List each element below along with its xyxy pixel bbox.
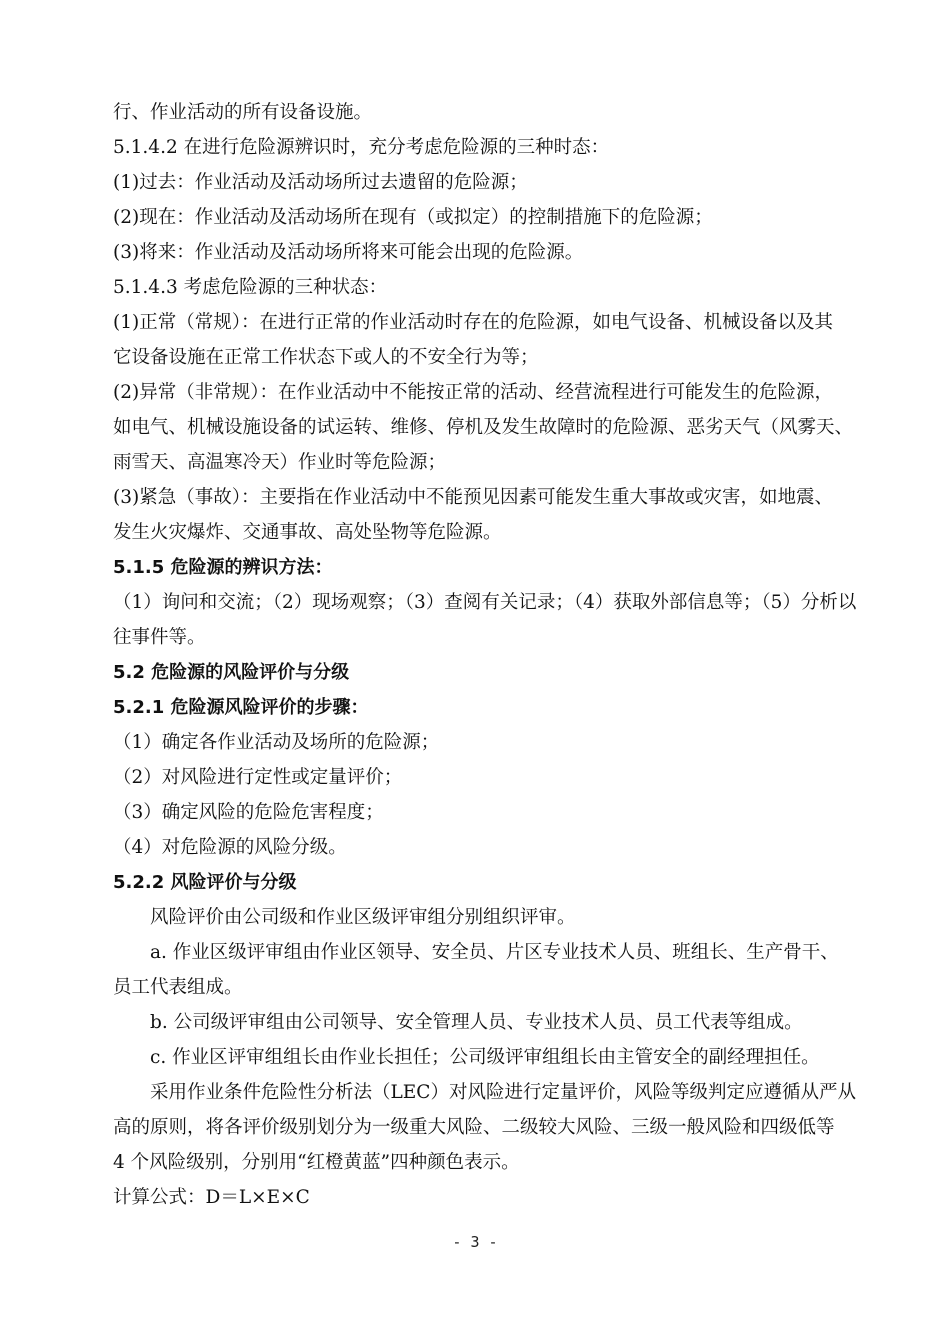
heading-5-2-2: 5.2.2 风险评价与分级 — [113, 872, 297, 893]
text-line: (3)将来：作业活动及活动场所将来可能会出现的危险源。 — [113, 242, 584, 263]
text-line: 行、作业活动的所有设备设施。 — [113, 102, 373, 123]
text-line: (2)异常（非常规）：在作业活动中不能按正常的活动、经营流程进行可能发生的危险源， — [113, 382, 833, 403]
text-line: 往事件等。 — [113, 627, 206, 648]
formula-line: 计算公式：D＝L×E×C — [113, 1187, 310, 1208]
text-line: b. 公司级评审组由公司领导、安全管理人员、专业技术人员、员工代表等组成。 — [150, 1012, 803, 1033]
text-line: 4 个风险级别，分别用“红橙黄蓝”四种颜色表示。 — [113, 1152, 520, 1173]
list-item: （3）确定风险的危险危害程度； — [113, 802, 384, 823]
heading-5-1-5: 5.1.5 危险源的辨识方法： — [113, 557, 333, 578]
heading-5-2: 5.2 危险源的风险评价与分级 — [113, 662, 350, 683]
page-number: - 3 - — [452, 1233, 498, 1251]
text-line: 它设备设施在正常工作状态下或人的不安全行为等； — [113, 347, 539, 368]
text-line: 如电气、机械设施设备的试运转、维修、停机及发生故障时的危险源、恶劣天气（风雾天、 — [113, 417, 854, 438]
text-line: 员工代表组成。 — [113, 977, 243, 998]
heading-5-2-1: 5.2.1 危险源风险评价的步骤： — [113, 697, 369, 718]
text-line: a. 作业区级评审组由作业区领导、安全员、片区专业技术人员、班组长、生产骨干、 — [150, 942, 839, 963]
text-line: 雨雪天、高温寒冷天）作业时等危险源； — [113, 452, 447, 473]
clause-5-1-4-2: 5.1.4.2 在进行危险源辨识时，充分考虑危险源的三种时态： — [113, 137, 610, 158]
list-item: （4）对危险源的风险分级。 — [113, 837, 347, 858]
text-line: (2)现在：作业活动及活动场所在现有（或拟定）的控制措施下的危险源； — [113, 207, 713, 228]
text-line: 采用作业条件危险性分析法（LEC）对风险进行定量评价，风险等级判定应遵循从严从 — [150, 1082, 856, 1103]
text-line: c. 作业区评审组组长由作业长担任；公司级评审组组长由主管安全的副经理担任。 — [150, 1047, 820, 1068]
text-line: 高的原则，将各评价级别划分为一级重大风险、二级较大风险、三级一般风险和四级低等 — [113, 1117, 835, 1138]
list-item: （2）对风险进行定性或定量评价； — [113, 767, 403, 788]
text-line: (3)紧急（事故）：主要指在作业活动中不能预见因素可能发生重大事故或灾害，如地震、 — [113, 487, 833, 508]
text-line: 风险评价由公司级和作业区级评审组分别组织评审。 — [150, 907, 576, 928]
text-line: (1)正常（常规）：在进行正常的作业活动时存在的危险源，如电气设备、机械设备以及其 — [113, 312, 833, 333]
text-line: （1）询问和交流；（2）现场观察；（3）查阅有关记录；（4）获取外部信息等；（5）分析以 — [113, 592, 857, 613]
clause-5-1-4-3: 5.1.4.3 考虑危险源的三种状态： — [113, 277, 388, 298]
text-line: (1)过去：作业活动及活动场所过去遗留的危险源； — [113, 172, 528, 193]
list-item: （1）确定各作业活动及场所的危险源； — [113, 732, 440, 753]
text-line: 发生火灾爆炸、交通事故、高处坠物等危险源。 — [113, 522, 502, 543]
